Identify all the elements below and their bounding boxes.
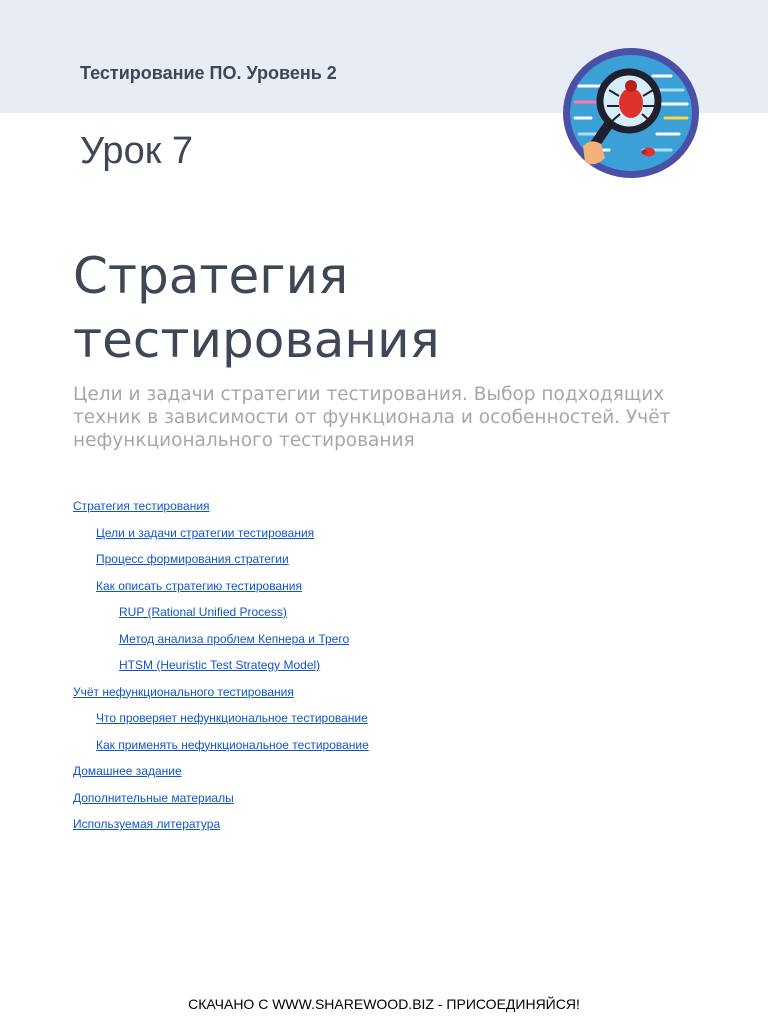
magnifier-bug-icon — [561, 46, 701, 180]
toc-link[interactable]: Процесс формирования стратегии — [96, 552, 289, 566]
toc-link[interactable]: Используемая литература — [73, 817, 221, 831]
toc-link[interactable]: RUP (Rational Unified Process) — [119, 605, 287, 619]
toc-item — [73, 815, 369, 842]
toc-item — [73, 762, 369, 789]
table-of-contents — [73, 497, 369, 842]
toc-item — [73, 550, 369, 577]
lesson-number: Урок 7 — [80, 130, 194, 172]
page-subtitle: Цели и задачи стратегии тестирования. Выбор подходящих техник в зависимости от функционала и особенностей. Учёт нефункционального тестирования — [73, 384, 671, 451]
toc-link[interactable]: HTSM (Heuristic Test Strategy Model) — [119, 658, 321, 672]
course-title: Тестирование ПО. Уровень 2 — [80, 63, 337, 83]
toc-item — [73, 577, 369, 604]
toc-link[interactable]: Учёт нефункционального тестирования — [73, 684, 294, 699]
toc-item — [73, 789, 369, 816]
toc-link[interactable]: Цели и задачи стратегии тестирования — [96, 525, 315, 540]
toc-link[interactable]: Что проверяет нефункциональное тестирование — [96, 711, 368, 725]
toc-link[interactable]: Как применять нефункциональное тестирование — [96, 737, 369, 752]
toc-link[interactable]: Метод анализа проблем Кепнера и Трего — [119, 631, 350, 646]
toc-item — [73, 524, 369, 551]
toc-item — [73, 603, 369, 630]
toc-link[interactable]: Дополнительные материалы — [73, 790, 234, 805]
toc-link[interactable]: Домашнее задание — [73, 764, 182, 778]
footer-text: СКАЧАНО С WWW.SHAREWOOD.BIZ - ПРИСОЕДИНЯЙСЯ! — [188, 996, 580, 1012]
toc-item — [73, 683, 369, 710]
toc-item — [73, 709, 369, 736]
toc-item — [73, 497, 369, 524]
footer-watermark — [0, 996, 768, 1012]
toc-link[interactable]: Стратегия тестирования — [73, 499, 210, 513]
toc-link[interactable]: Как описать стратегию тестирования — [96, 578, 302, 593]
toc-item — [73, 656, 369, 683]
page-title: Стратегия тестирования — [73, 247, 440, 369]
toc-item — [73, 630, 369, 657]
toc-item — [73, 736, 369, 763]
